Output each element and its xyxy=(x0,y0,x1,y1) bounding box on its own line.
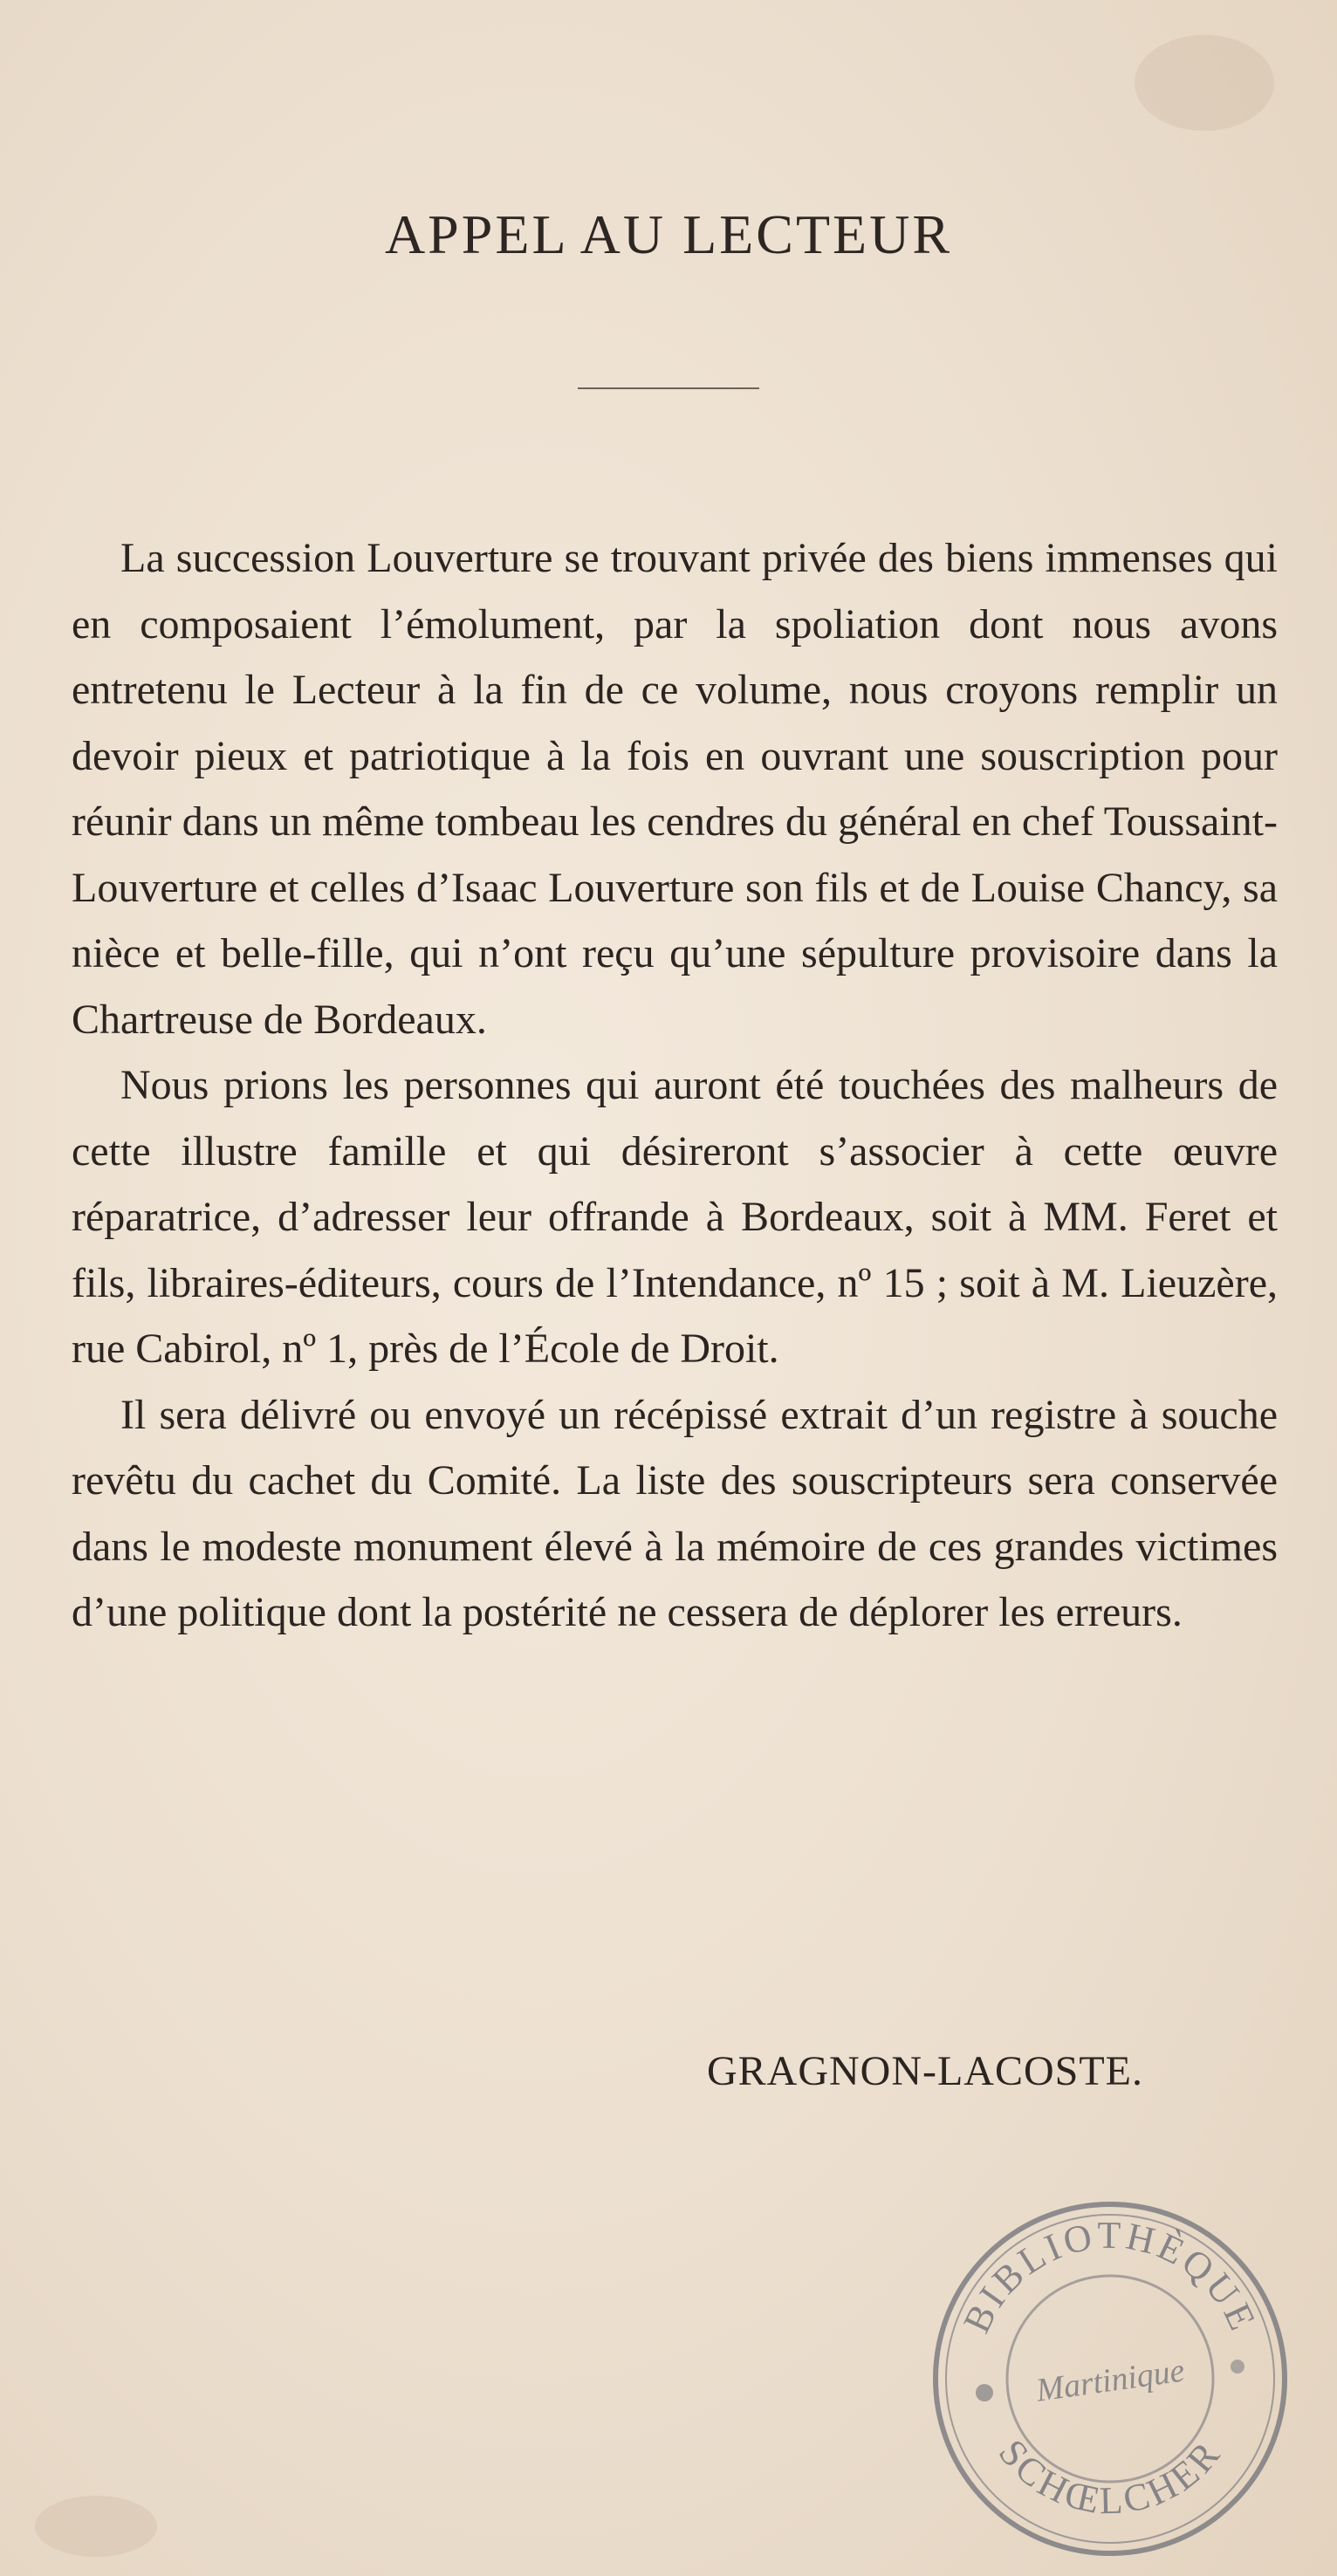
paragraph: La succession Louverture se trouvant privée des biens immenses qui en composaient l’émolument, par la spoliation dont nous avons entretenu le Lecteur à la fin de ce volume, nous croyons remplir un devoir pieux et patriotique à la fois en ouvrant une souscription pour réunir dans un même tombeau les cendres du général en chef Toussaint-Louverture et celles d’Isaac Louverture son fils et de Louise Chancy, sa nièce et belle-fille, qui n’ont reçu qu’une sépulture provisoire dans la Chartreuse de Bordeaux. xyxy=(72,535,1278,1043)
stamp-top-text: BIBLIOTHÈQUE xyxy=(955,2213,1265,2340)
paragraph: Il sera délivré ou envoyé un récépissé extrait d’un registre à souche revêtu du cachet du Comité. La liste des souscripteurs sera conservée dans le modeste monument élevé à la mémoire de ces grandes victimes d’une politique dont la postérité ne cessera de déplorer les erreurs. xyxy=(72,1391,1278,1635)
title-divider xyxy=(578,387,759,389)
paper-stain xyxy=(35,2496,157,2557)
paragraph: Nous prions les personnes qui auront été touchées des malheurs de cette illustre famille et qui désireront s’associer à cette œuvre réparatrice, d’adresser leur offrande à Bordeaux, soit à MM. Feret et fils, libraires-éditeurs, cours de l’Intendance, nº 15 ; soit à M. Lieuzère, rue Cabirol, nº 1, près de l’École de Droit. xyxy=(72,1062,1278,1372)
stamp-dot-icon xyxy=(1231,2360,1244,2374)
library-stamp xyxy=(923,2192,1297,2566)
stamp-center-text: Martinique xyxy=(1033,2352,1187,2409)
page-title: APPEL AU LECTEUR xyxy=(384,203,953,265)
signature: GRAGNON-LACOSTE. xyxy=(707,2048,1143,2094)
stamp-dot-icon xyxy=(976,2384,993,2401)
body-text xyxy=(72,525,1278,1646)
stamp-bottom-text: SCHŒLCHER xyxy=(990,2431,1231,2523)
paper-stain xyxy=(1135,35,1274,131)
